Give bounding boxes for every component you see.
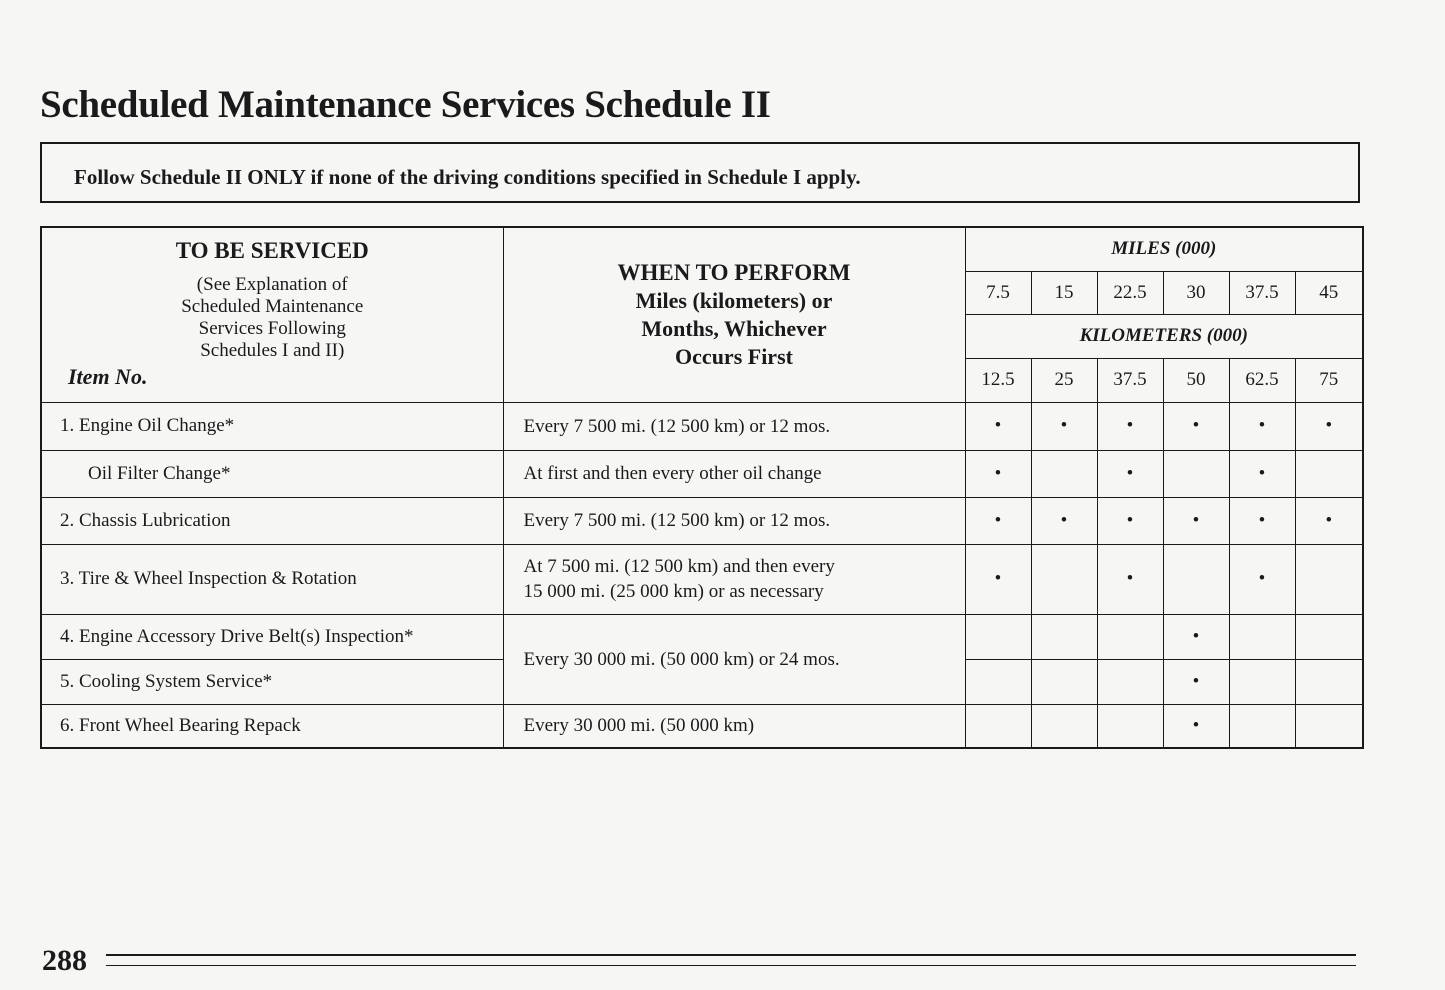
service-mark <box>1163 544 1229 614</box>
service-mark: • <box>965 402 1031 450</box>
km-value: 12.5 <box>965 358 1031 402</box>
miles-value: 15 <box>1031 271 1097 314</box>
km-value: 62.5 <box>1229 358 1295 402</box>
service-mark: • <box>965 450 1031 497</box>
service-mark: • <box>1163 704 1229 748</box>
service-mark <box>1295 704 1363 748</box>
service-mark <box>1163 450 1229 497</box>
service-item: Oil Filter Change* <box>41 450 503 497</box>
interval-line: 15 000 mi. (25 000 km) or as necessary <box>523 581 824 602</box>
page-title: Scheduled Maintenance Services Schedule II <box>40 83 771 126</box>
service-mark: • <box>1097 402 1163 450</box>
service-mark: • <box>1163 614 1229 659</box>
service-mark: • <box>1097 497 1163 544</box>
schedule-notice-box <box>40 142 1360 203</box>
when-to-perform-header <box>503 227 965 402</box>
service-mark: • <box>1295 497 1363 544</box>
service-mark <box>1031 704 1097 748</box>
service-mark: • <box>1229 497 1295 544</box>
service-mark <box>965 614 1031 659</box>
footer-rule <box>106 954 1356 966</box>
service-mark <box>965 659 1031 704</box>
page-number: 288 <box>42 944 87 977</box>
header-row <box>41 227 1363 271</box>
explanation-line: Scheduled Maintenance <box>181 296 364 317</box>
miles-value: 30 <box>1163 271 1229 314</box>
service-mark <box>1097 659 1163 704</box>
service-mark <box>1295 450 1363 497</box>
service-item: 5. Cooling System Service* <box>41 659 503 704</box>
to-be-serviced-header <box>41 227 503 402</box>
service-interval: Every 30 000 mi. (50 000 km) <box>503 704 965 748</box>
table-row <box>41 704 1363 748</box>
interval-line: At 7 500 mi. (12 500 km) and then every <box>523 556 835 577</box>
service-mark <box>1295 659 1363 704</box>
miles-header: MILES (000) <box>965 227 1363 271</box>
service-mark: • <box>1295 402 1363 450</box>
service-mark <box>1295 614 1363 659</box>
to-be-serviced-title: TO BE SERVICED <box>175 238 369 263</box>
miles-value: 7.5 <box>965 271 1031 314</box>
service-mark <box>1229 614 1295 659</box>
service-mark: • <box>1163 497 1229 544</box>
service-item: 4. Engine Accessory Drive Belt(s) Inspection* <box>41 614 503 659</box>
km-value: 50 <box>1163 358 1229 402</box>
miles-value: 22.5 <box>1097 271 1163 314</box>
explanation-line: Services Following <box>198 318 346 339</box>
service-mark <box>1031 614 1097 659</box>
service-mark: • <box>1163 402 1229 450</box>
km-value: 25 <box>1031 358 1097 402</box>
service-mark <box>1097 704 1163 748</box>
service-mark: • <box>1097 544 1163 614</box>
kilometers-header: KILOMETERS (000) <box>965 314 1363 358</box>
service-mark <box>1229 659 1295 704</box>
service-mark <box>1031 659 1097 704</box>
service-mark: • <box>1229 450 1295 497</box>
miles-value: 45 <box>1295 271 1363 314</box>
service-mark: • <box>1229 544 1295 614</box>
table-row <box>41 544 1363 614</box>
service-mark: • <box>1031 402 1097 450</box>
explanation-line: Schedules I and II) <box>200 340 345 361</box>
service-item: 3. Tire & Wheel Inspection & Rotation <box>41 544 503 614</box>
service-item: 1. Engine Oil Change* <box>41 402 503 450</box>
item-no-label: Item No. <box>68 364 148 389</box>
service-mark <box>1229 704 1295 748</box>
service-interval: Every 7 500 mi. (12 500 km) or 12 mos. <box>503 402 965 450</box>
km-value: 37.5 <box>1097 358 1163 402</box>
table-row <box>41 614 1363 659</box>
maintenance-schedule-table <box>40 226 1364 749</box>
km-value: 75 <box>1295 358 1363 402</box>
service-interval: Every 7 500 mi. (12 500 km) or 12 mos. <box>503 497 965 544</box>
service-interval: Every 30 000 mi. (50 000 km) or 24 mos. <box>503 614 965 704</box>
service-mark <box>1295 544 1363 614</box>
table-row <box>41 497 1363 544</box>
when-line: Miles (kilometers) or <box>635 287 833 313</box>
service-mark: • <box>1031 497 1097 544</box>
table-row <box>41 402 1363 450</box>
miles-value: 37.5 <box>1229 271 1295 314</box>
service-mark <box>965 704 1031 748</box>
table-row <box>41 450 1363 497</box>
service-mark: • <box>1097 450 1163 497</box>
service-mark <box>1031 450 1097 497</box>
service-mark <box>1097 614 1163 659</box>
service-mark: • <box>965 544 1031 614</box>
explanation-line: (See Explanation of <box>196 274 348 295</box>
service-item: 2. Chassis Lubrication <box>41 497 503 544</box>
service-mark: • <box>1229 402 1295 450</box>
service-mark: • <box>965 497 1031 544</box>
service-interval: At first and then every other oil change <box>503 450 965 497</box>
when-line: Months, Whichever <box>641 315 827 341</box>
service-interval <box>503 544 965 614</box>
service-mark: • <box>1163 659 1229 704</box>
when-to-perform-title: WHEN TO PERFORM <box>617 259 851 285</box>
service-mark <box>1031 544 1097 614</box>
service-explanation-note <box>42 274 503 362</box>
schedule-notice-text: Follow Schedule II ONLY if none of the driving conditions specified in Schedule I apply. <box>74 165 861 189</box>
when-line: Occurs First <box>675 343 793 369</box>
service-item: 6. Front Wheel Bearing Repack <box>41 704 503 748</box>
